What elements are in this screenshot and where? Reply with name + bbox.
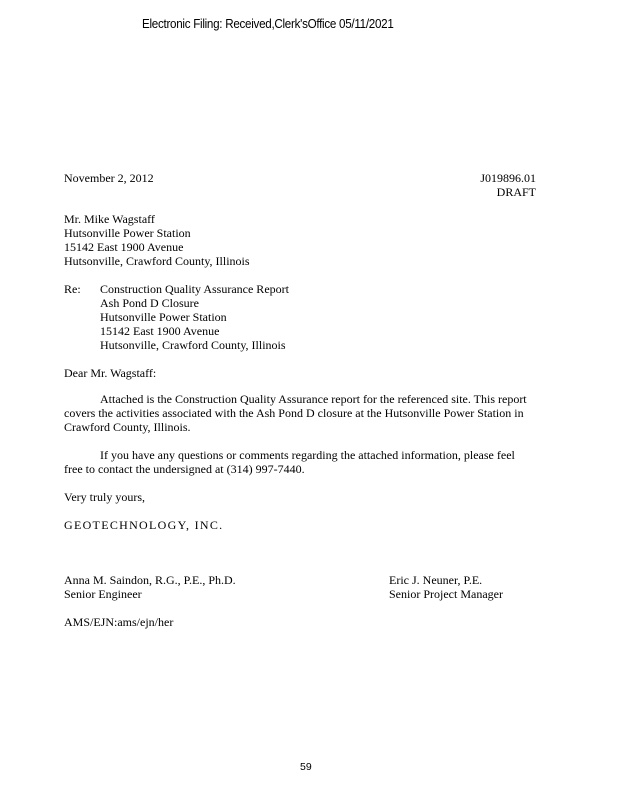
signatory-title: Senior Project Manager [389,587,503,601]
signatory-left [64,573,236,601]
reference-block [480,171,536,199]
re-line: Hutsonville Power Station [100,310,227,324]
signatory-name: Anna M. Saindon, R.G., P.E., Ph.D. [64,573,236,587]
re-line: Ash Pond D Closure [100,296,200,310]
body-paragraph: If you have any questions or comments regarding the attached information, please feel free to contact the undersigned at (314) 997-7440. [64,448,515,476]
signatory-name: Eric J. Neuner, P.E. [389,573,483,587]
re-line: 15142 East 1900 Avenue [100,324,220,338]
recipient-city: Hutsonville, Crawford County, Illinois [64,254,250,268]
reference-number: J019896.01 [480,171,536,185]
recipient-street: 15142 East 1900 Avenue [64,240,184,254]
re-label: Re: [64,282,81,296]
signatory-title: Senior Engineer [64,587,142,601]
company-name: GEOTECHNOLOGY, INC. [64,518,224,532]
re-line: Hutsonville, Crawford County, Illinois [100,338,286,352]
page-number: 59 [300,761,312,773]
salutation: Dear Mr. Wagstaff: [64,366,157,380]
re-line: Construction Quality Assurance Report [100,282,289,296]
recipient-company: Hutsonville Power Station [64,226,191,240]
recipient-name: Mr. Mike Wagstaff [64,212,155,226]
closing: Very truly yours, [64,490,145,504]
signatory-right [389,573,503,601]
draft-status: DRAFT [496,185,536,199]
reference-initials: AMS/EJN:ams/ejn/her [64,615,174,629]
body-paragraph: Attached is the Construction Quality Assurance report for the referenced site. This report covers the activities associated with the Ash Pond D closure at the Hutsonville Power Station in Crawford County, Illinois. [64,392,527,434]
recipient-address [64,212,250,268]
filing-stamp: Electronic Filing: Received,Clerk'sOffice 05/11/2021 [142,17,394,31]
re-subject-block [100,282,289,352]
letter-date: November 2, 2012 [64,171,154,185]
